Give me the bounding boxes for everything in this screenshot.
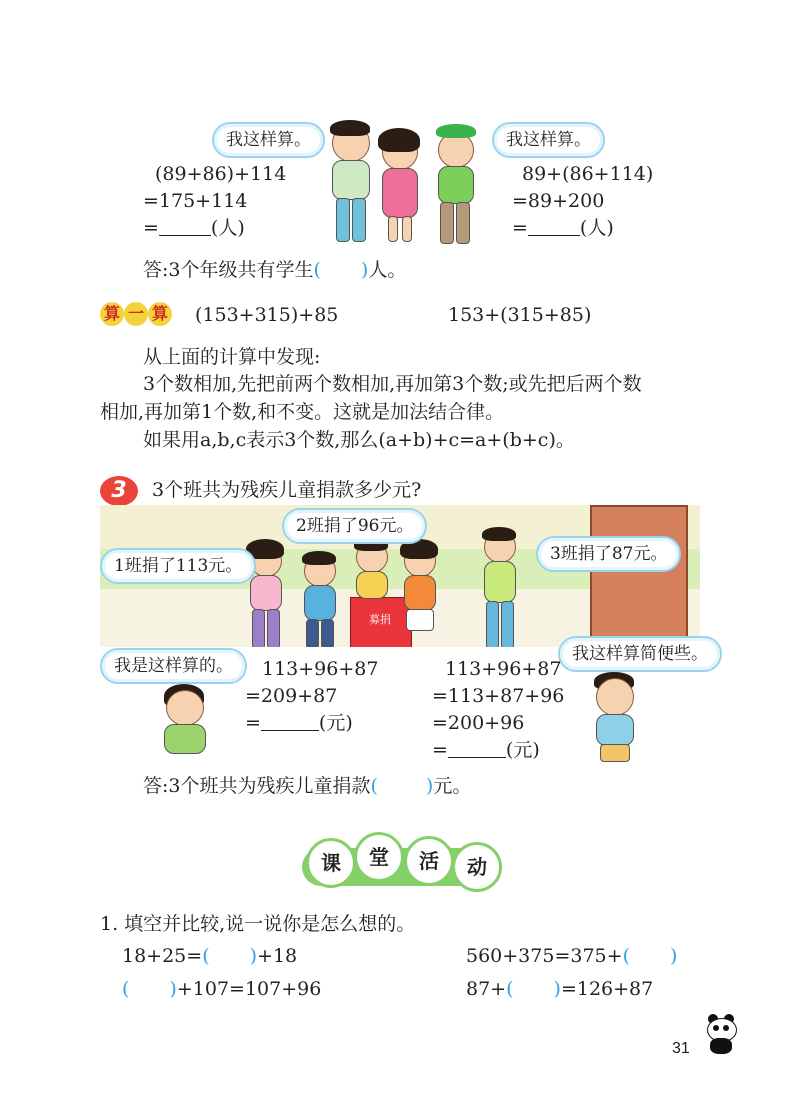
- speech-bubble-boy: 我这样算简便些。: [558, 636, 722, 672]
- ex3-left-line1: 113+96+87: [262, 658, 379, 680]
- speech-bubble-girl: 我是这样算的。: [100, 648, 247, 684]
- rule-line-3: 相加,再加第1个数,和不变。这就是加法结合律。: [100, 401, 505, 423]
- speech-bubble-class1: 1班捐了113元。: [100, 548, 256, 584]
- speech-bubble-class2: 2班捐了96元。: [282, 508, 427, 544]
- ex3-right-line2: =113+87+96: [432, 685, 565, 707]
- suan-yi-suan-badge: 算 一 算: [100, 302, 172, 328]
- three-kids-illustration: [326, 120, 486, 248]
- answer-blank: [159, 217, 211, 236]
- answer-line-1: 答:3个年级共有学生( )人。: [143, 259, 407, 281]
- activity-row2-right: 87+( )=126+87: [466, 978, 654, 1000]
- speech-bubble-class3: 3班捐了87元。: [536, 536, 681, 572]
- panda-icon: [704, 1014, 738, 1054]
- donation-box-label: 募捐: [369, 613, 391, 626]
- answer-blank: [448, 739, 506, 758]
- activity-char-2: 堂: [354, 832, 404, 882]
- speech-bubble-left: 我这样算。: [212, 122, 325, 158]
- right-calc-line3: = (人): [512, 217, 614, 239]
- suan-expr-2: 153+(315+85): [448, 304, 592, 326]
- activity-char-3: 活: [404, 836, 454, 886]
- ex3-right-line4: = (元): [432, 739, 540, 761]
- ex3-left-line2: =209+87: [245, 685, 338, 707]
- ex3-right-line1: 113+96+87: [445, 658, 562, 680]
- suan-expr-1: (153+315)+85: [195, 304, 339, 326]
- rule-line-4: 如果用a,b,c表示3个数,那么(a+b)+c=a+(b+c)。: [143, 429, 575, 451]
- left-calc-line1: (89+86)+114: [155, 163, 287, 185]
- activity-row1-left: 18+25=( )+18: [122, 945, 298, 967]
- example-number-badge: 3: [100, 476, 138, 506]
- right-calc-line2: =89+200: [512, 190, 605, 212]
- rule-line-2: 3个数相加,先把前两个数相加,再加第3个数;或先把后两个数: [143, 373, 642, 395]
- boy-illustration: [578, 672, 654, 762]
- left-calc-line3: = (人): [143, 217, 245, 239]
- answer-line-2: 答:3个班共为残疾儿童捐款( )元。: [143, 775, 472, 797]
- activity-row2-left: ( )+107=107+96: [122, 978, 322, 1000]
- rule-line-1: 从上面的计算中发现:: [143, 346, 321, 368]
- activity-char-4: 动: [452, 842, 502, 892]
- activity-q1-title: 1. 填空并比较,说一说你是怎么想的。: [100, 913, 416, 935]
- activity-row1-right: 560+375=375+( ): [466, 945, 678, 967]
- answer-blank: [261, 712, 319, 731]
- left-calc-line2: =175+114: [143, 190, 248, 212]
- speech-bubble-right: 我这样算。: [492, 122, 605, 158]
- girl-illustration: [150, 684, 220, 754]
- activity-char-1: 课: [306, 838, 356, 888]
- ex3-right-line3: =200+96: [432, 712, 525, 734]
- right-calc-line1: 89+(86+114): [522, 163, 654, 185]
- example-question: 3个班共为残疾儿童捐款多少元?: [152, 479, 422, 501]
- answer-blank: [528, 217, 580, 236]
- ex3-left-line3: = (元): [245, 712, 353, 734]
- page-number: 31: [672, 1040, 690, 1057]
